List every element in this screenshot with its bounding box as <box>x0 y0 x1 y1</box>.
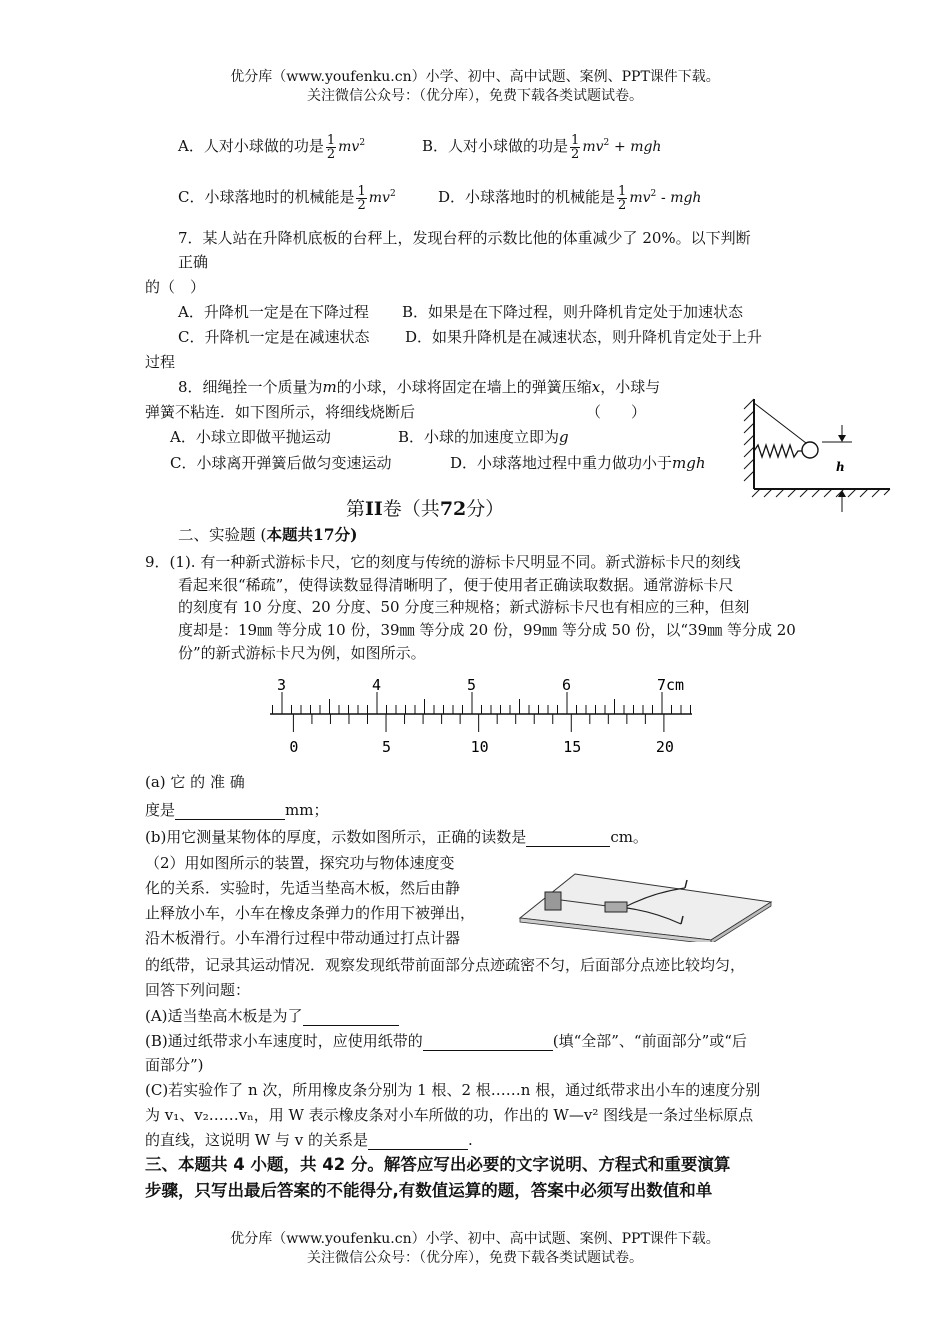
fraction-half: $\frac{1}{2}$ <box>618 183 627 213</box>
q6-option-c: C．小球落地时的机械能是 $\frac{1}{2}$ $mv^2$ <box>178 183 396 213</box>
fraction-half: $\frac{1}{2}$ <box>326 132 336 162</box>
q9-para-line-2: 看起来很“稀疏”，使得读数显得清晰明了，便于使用者正确读取数据。通常游标卡尺 <box>178 576 734 594</box>
q7-option-a: A．升降机一定是在下降过程 <box>178 303 369 321</box>
part-2-title: 第II卷（共72分） <box>346 498 505 520</box>
q9-2-line-6: 回答下列问题： <box>145 981 251 999</box>
q9-2-line-3: 止释放小车，小车在橡皮条弹力的作用下被弹出， <box>145 904 476 922</box>
q9-C-line-2: 为 v₁、v₂……vₙ，用 W 表示橡皮条对小车所做的功，作出的 W—v² 图线是一条过坐标原点 <box>145 1106 754 1124</box>
string-line <box>754 403 806 443</box>
answer-blank-B[interactable] <box>423 1035 553 1051</box>
main-scale-label: 7cm <box>657 676 685 694</box>
part-3-line-2: 步骤，只写出最后答案的不能得分,有数值运算的题，答案中必须写出数值和单 <box>145 1181 713 1200</box>
q7-stem-line-2: 的（ ） <box>145 278 206 296</box>
fraction-half: $\frac{1}{2}$ <box>357 183 366 213</box>
section-2-heading: 二、实验题 (本题共17分) <box>178 525 358 544</box>
header-line-1: 优分库（www.youfenku.cn）小学、初中、高中试题、案例、PPT课件下载。 <box>230 69 720 85</box>
footer-line-1: 优分库（www.youfenku.cn）小学、初中、高中试题、案例、PPT课件下载。 <box>230 1231 720 1247</box>
q9-para-line-1: 9．(1). 有一种新式游标卡尺，它的刻度与传统的游标卡尺明显不同。新式游标卡尺的刻线 <box>145 553 741 571</box>
q9-2-line-2: 化的关系．实验时，先适当垫高木板，然后由静 <box>145 879 461 897</box>
q7-option-b: B．如果是在下降过程，则升降机肯定处于加速状态 <box>402 303 744 321</box>
fraction-half: $\frac{1}{2}$ <box>571 132 580 162</box>
vernier-scale-label: 5 <box>382 738 392 756</box>
q9-para-line-4: 度却是：19㎜ 等分成 10 份，39㎜ 等分成 20 份，99㎜ 等分成 50 份，以“39㎜ 等分成 20 <box>178 621 796 639</box>
q6-option-b: B．人对小球做的功是 $\frac{1}{2}$ $mv^2$ + mgh <box>422 132 662 162</box>
q9-para-line-3: 的刻度有 10 分度、20 分度、50 分度三种规格；新式游标卡尺也有相应的三种，但刻 <box>178 598 750 616</box>
spring <box>754 445 802 457</box>
q6-option-a: A．人对小球做的功是 $\frac{1}{2}$ $mv^2$ <box>178 132 366 162</box>
q7-stem-line-1: 7．某人站在升降机底板的台秤上，发现台秤的示数比他的体重减少了 20%。以下判断 <box>178 229 751 247</box>
q9-A-line: (A)适当垫高木板是为了 <box>145 1006 399 1026</box>
main-scale-label: 4 <box>372 676 382 694</box>
answer-blank-a[interactable] <box>175 804 285 820</box>
vernier-scale-label: 20 <box>655 738 674 756</box>
vernier-scale-label: 10 <box>470 738 489 756</box>
q9-para-line-5: 份”的新式游标卡尺为例，如图所示。 <box>178 644 426 662</box>
q8-option-a: A．小球立即做平抛运动 <box>170 428 331 446</box>
q7-option-c: C．升降机一定是在减速状态 <box>178 328 370 346</box>
vernier-caliper-figure <box>268 672 698 762</box>
timer-box <box>545 892 561 910</box>
q8-stem-line-1: 8．细绳拴一个质量为m的小球，小球将固定在墙上的弹簧压缩x，小球与 <box>178 378 661 396</box>
q9-2-line-1: （2）用如图所示的装置，探究功与物体速度变 <box>145 854 455 872</box>
answer-blank-C[interactable] <box>368 1134 468 1150</box>
cart-ramp-figure <box>515 862 775 942</box>
q9-2-line-4: 沿木板滑行。小车滑行过程中带动通过打点计器 <box>145 929 461 947</box>
q8-option-c: C．小球离开弹簧后做匀变速运动 <box>170 454 392 472</box>
spring-ball-figure <box>740 395 895 515</box>
q8-option-d: D．小球落地过程中重力做功小于mgh <box>450 454 706 472</box>
q7-stem-line-1b: 正确 <box>178 253 209 271</box>
main-scale-label: 3 <box>277 676 287 694</box>
cart <box>605 902 627 912</box>
vernier-scale-label: 15 <box>563 738 582 756</box>
main-scale-label: 5 <box>467 676 477 694</box>
footer-line-2: 关注微信公众号：（优分库），免费下载各类试题试卷。 <box>307 1250 643 1266</box>
header-line-2: 关注微信公众号：（优分库），免费下载各类试题试卷。 <box>307 88 643 104</box>
q8-option-b: B．小球的加速度立即为g <box>398 428 569 446</box>
vernier-scale-label: 0 <box>289 738 299 756</box>
main-scale-label: 6 <box>562 676 572 694</box>
q9-B-line-2: 面部分”) <box>145 1056 204 1074</box>
q8-stem-line-2: 弹簧不粘连．如下图所示，将细线烧断后 <box>145 403 416 421</box>
q9-C-line-3: 的直线，这说明 W 与 v 的关系是 . <box>145 1131 473 1149</box>
q9-a-line-2: 度是 mm； <box>145 801 329 819</box>
answer-blank-b[interactable] <box>526 831 610 847</box>
part-3-line-1: 三、本题共 4 小题，共 42 分。解答应写出必要的文字说明、方程式和重要演算 <box>145 1155 731 1174</box>
q9-B-line-1: (B)通过纸带求小车速度时，应使用纸带的 (填“全部”、“前面部分”或“后 <box>145 1032 747 1050</box>
q9-C-line-1: (C)若实验作了 n 次，所用橡皮条分别为 1 根、2 根……n 根，通过纸带求出小车的速度分别 <box>145 1081 761 1099</box>
q7-option-d: D．如果升降机是在减速状态，则升降机肯定处于上升 <box>405 328 763 346</box>
q9-b-line: (b)用它测量某物体的厚度，示数如图所示，正确的读数是 cm。 <box>145 828 648 846</box>
q9-2-line-5: 的纸带，记录其运动情况．观察发现纸带前面部分点迹疏密不匀，后面部分点迹比较均匀， <box>145 956 746 974</box>
q6-option-d: D．小球落地时的机械能是 $\frac{1}{2}$ $mv^2$ - mgh <box>438 183 702 213</box>
q8-answer-paren: （ ） <box>586 403 647 421</box>
ball <box>802 442 818 458</box>
q7-option-d-cont: 过程 <box>145 353 176 371</box>
answer-blank-A[interactable] <box>303 1010 399 1026</box>
q9-a-line-1: (a) 它 的 准 确 <box>145 773 245 791</box>
height-label: h <box>836 460 845 474</box>
